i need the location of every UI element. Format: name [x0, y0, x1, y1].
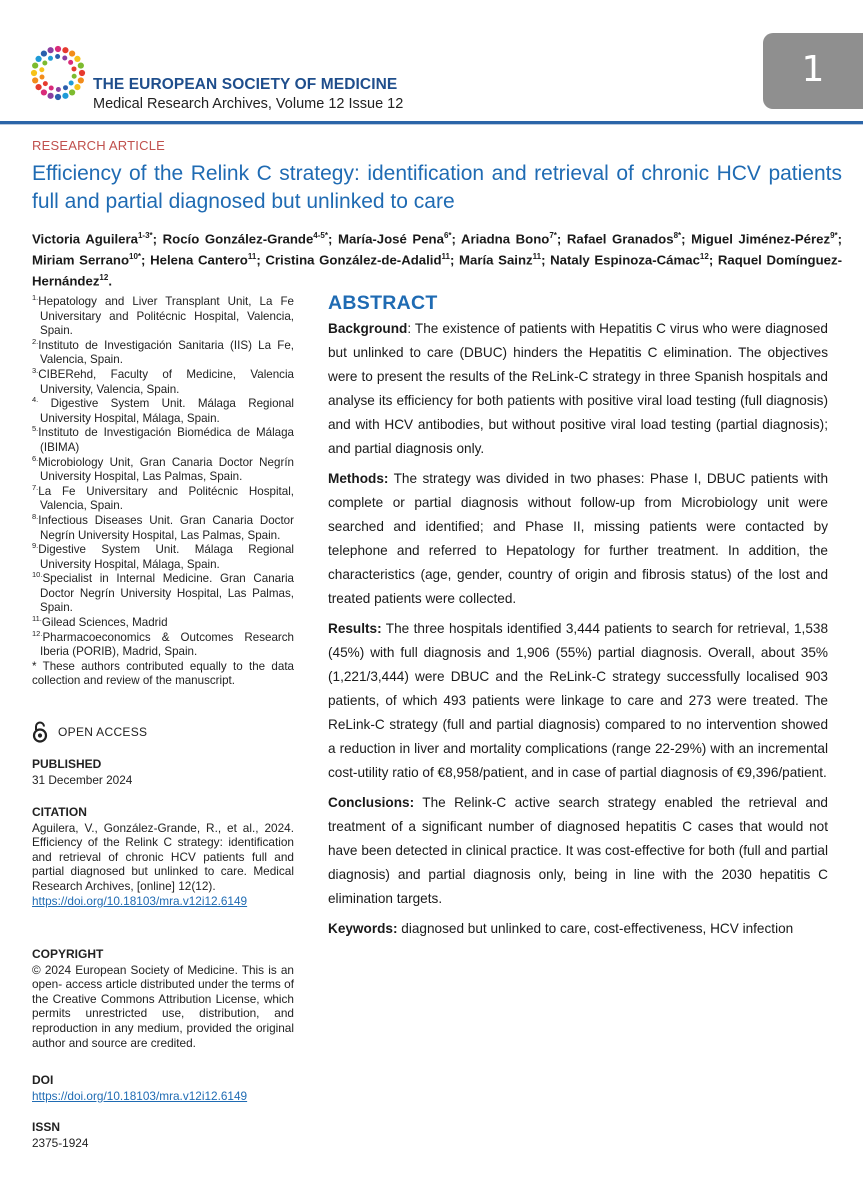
citation-doi-link[interactable]: https://doi.org/10.18103/mra.v12i12.6149 — [32, 893, 248, 908]
doi-link[interactable]: https://doi.org/10.18103/mra.v12i12.6149 — [32, 1088, 248, 1103]
affiliation-item — [32, 482, 294, 514]
abstract-section-label: Keywords: — [328, 921, 398, 936]
affiliation-text: Instituto de Investigación Sanitaria (IIS) La Fe, Valencia, Spain. — [38, 338, 294, 367]
abstract-paragraph — [328, 467, 828, 611]
affiliation-item — [32, 336, 294, 368]
affiliation-item — [32, 570, 294, 616]
abstract-section-label: Methods: — [328, 471, 389, 486]
author-name: Ariadna Bono — [460, 231, 550, 247]
page-number: 1 — [801, 49, 825, 90]
author-affiliation-marker: 12 — [699, 251, 709, 261]
author-name: Miguel Jiménez-Pérez — [691, 231, 831, 247]
affiliation-text: Microbiology Unit, Gran Canaria Doctor Negrín University Hospital, Las Palmas, Spain. — [38, 455, 294, 484]
affiliation-number: 9. — [32, 541, 39, 551]
open-access-label: OPEN ACCESS — [58, 725, 148, 739]
author-name: Rocío González-Grande — [162, 231, 314, 247]
doi-label: DOI — [32, 1073, 54, 1087]
issn-value: 2375-1924 — [32, 1135, 89, 1150]
author-name: Raquel Domínguez-Hernández — [32, 252, 842, 289]
author-name: María-José Pena — [337, 231, 444, 247]
author-affiliation-marker: 8* — [673, 231, 682, 240]
society-name: THE EUROPEAN SOCIETY OF MEDICINE — [93, 76, 398, 93]
affiliation-item — [32, 366, 294, 397]
abstract-section-label: Background — [328, 321, 408, 336]
abstract-section-text: The Relink-C active search strategy enabled the retrieval and treatment of a significant number of diagnosed hepatitis C cases that would not have been detected in clinical practice. It was cost-effective for both (full and partial diagnosis) and partial diagnosis only, being in line with the 2030 hepatitis C elimination targets. — [328, 795, 828, 906]
author-affiliation-marker: 7* — [549, 231, 557, 240]
journal-header — [0, 0, 863, 125]
author-name: Rafael Granados — [566, 231, 674, 247]
abstract-section-text: The strategy was divided in two phases: Phase I, DBUC patients with complete or partial diagnosis without follow-up from Microbiology unit were searched and identified; and Phase II, missing patients were contacted by telephone and referred to Hepatology for further treatment. In addition, the characteristics (age, gender, country of origin and fibrosis status) of the lost and treated patients were collected. — [328, 471, 829, 606]
issn-block — [32, 1120, 294, 1150]
copyright-text: © 2024 European Society of Medicine. This is an open- access article distributed under the terms of the Creative Commons Attribution License, which permits unrestricted use, distribution, and reproduction in any medium, provided the original author and source are credited. — [32, 962, 294, 1050]
abstract-heading: ABSTRACT — [328, 292, 438, 314]
citation-block — [32, 805, 294, 908]
affiliation-text: Gilead Sciences, Madrid — [41, 616, 168, 630]
author-affiliation-marker: 10* — [129, 251, 142, 261]
affiliation-number: 11. — [32, 614, 42, 624]
abstract-section-label: Results: — [328, 621, 382, 636]
published-label: PUBLISHED — [32, 757, 102, 771]
affiliation-number: 7. — [32, 482, 39, 492]
abstract-body — [328, 317, 828, 941]
abstract-paragraph — [328, 617, 828, 785]
equal-contribution-note: * These authors contributed equally to the data collection and review of the manuscript. — [32, 659, 294, 688]
author-affiliation-marker: 11 — [441, 251, 450, 261]
author-name: Miriam Serrano — [32, 252, 130, 268]
author-list: Victoria Aguilera$^{1-3*}$; Rocío González-Grande$^{4-5*}$; María-José Pena$^{6*}$; Ariadna Bono$^{7*}$; Rafael Granados$^{8*}$; Miguel Jiménez-Pérez$^{9*}$; Miriam Serrano$^{10*}$; Helena Cantero$^{11}$; Cristina González-de-Adalid$^{11}$; María Sainz$^{11}$; Nataly Espinoza-Cámac$^{12}$; Raquel Domínguez-Hernández$^{12}$. — [32, 231, 843, 289]
affiliation-number: 3. — [32, 366, 39, 376]
affiliation-text: Pharmacoeconomics & Outcomes Research Iberia (PORIB), Madrid, Spain. — [40, 630, 294, 659]
affiliation-text: Hepatology and Liver Transplant Unit, La Fe Universitary and Politécnic Hospital, Valencia, Spain. — [38, 295, 294, 338]
affiliation-number: 12. — [32, 628, 43, 638]
author-name: Victoria Aguilera — [32, 231, 138, 247]
author-affiliation-marker: 1-3* — [137, 231, 153, 240]
doi-block — [32, 1073, 294, 1103]
author-name: Nataly Espinoza-Cámac — [550, 252, 700, 268]
affiliation-number: 10. — [32, 570, 43, 580]
affiliation-item — [32, 541, 294, 572]
affiliation-item — [32, 293, 294, 339]
affiliation-text: Infectious Diseases Unit. Gran Canaria Doctor Negrín University Hospital, Las Palmas, Spain. — [38, 513, 294, 542]
affiliation-item — [32, 614, 294, 631]
affiliation-text: Digestive System Unit. Málaga Regional University Hospital, Málaga, Spain. — [38, 543, 294, 571]
affiliations-sidebar — [32, 295, 294, 689]
affiliation-text: Specialist in Internal Medicine. Gran Canaria Doctor Negrín University Hospital, Las Palmas, Spain. — [40, 572, 294, 615]
author-affiliation-marker: 6* — [443, 231, 452, 240]
author-name: Helena Cantero — [150, 252, 248, 268]
citation-text: Aguilera, V., González-Grande, R., et al., 2024. Efficiency of the Relink C strategy: identification and retrieval of chronic HCV patients full and partial diagnosed but unlinked to care. Medical Research Archives, [online] 12(12). — [32, 820, 294, 893]
header-divider-thin — [0, 124, 863, 125]
author-name: María Sainz — [459, 252, 533, 268]
affiliation-number: 4. — [32, 395, 39, 405]
affiliation-number: 5. — [32, 424, 39, 434]
abstract-section-text: The existence of patients with Hepatitis C virus who were diagnosed but unlinked to care (DBUC) hinders the Hepatitis C elimination. The objectives were to present the results of the ReLink-C strategy in three Spanish hospitals and analyse its efficiency for both patients with positive viral load testing (full diagnosis) and with HCV antibodies, but without positive viral load testing (partial diagnosis); and partial diagnosis only. — [328, 321, 828, 456]
affiliation-list — [32, 295, 294, 660]
affiliation-number: 2. — [32, 336, 39, 346]
issn-label: ISSN — [32, 1120, 61, 1134]
open-lock-icon — [32, 721, 48, 743]
abstract-paragraph — [328, 917, 828, 941]
published-block — [32, 757, 294, 787]
author-affiliation-marker: 4-5* — [313, 231, 328, 240]
affiliation-text: CIBERehd, Faculty of Medicine, Valencia University, Valencia, Spain. — [38, 367, 294, 396]
abstract-section-text: The three hospitals identified 3,444 patients to search for retrieval, 1,538 (45%) with full diagnosis and 1,906 (55%) partial diagnosis. Overall, about 35% (1,221/3,444) were DBUC and the ReLink-C strategy successfully localised 903 patients, of which 493 patients were linkage to care and 273 were treated. The ReLink-C strategy (full and partial diagnosis) compared to no intervention showed a reduction in liver and mortality complications (range 22-29%) with an incremental cost-utility ratio of €8,958/patient, and in case of partial diagnosis of €9,396/patient. — [328, 621, 829, 780]
article-title: Efficiency of the Relink C strategy: identification and retrieval of chronic HCV patients full and partial diagnosed but unlinked to care — [32, 162, 842, 213]
abstract-section-label: Conclusions: — [328, 795, 415, 810]
society-logo-icon — [30, 45, 86, 101]
article-type: RESEARCH ARTICLE — [32, 138, 165, 153]
affiliation-item — [32, 453, 294, 485]
affiliation-number: 6. — [32, 453, 39, 463]
journal-name: Medical Research Archives, Volume 12 Issue 12 — [93, 96, 404, 112]
author-affiliation-marker: 9* — [830, 231, 838, 240]
copyright-label: COPYRIGHT — [32, 947, 104, 961]
citation-label: CITATION — [32, 805, 87, 819]
affiliation-number: 1. — [32, 293, 39, 303]
author-affiliation-marker: 12 — [99, 272, 109, 282]
abstract-section-text: diagnosed but unlinked to care, cost-effectiveness, HCV infection — [401, 921, 794, 936]
abstract-section — [328, 292, 828, 947]
abstract-paragraph — [328, 791, 828, 911]
affiliation-text: Instituto de Investigación Biomédica de Málaga (IBIMA) — [38, 426, 294, 454]
affiliation-item — [32, 395, 294, 426]
affiliation-text: La Fe Universitary and Politécnic Hospital, Valencia, Spain. — [38, 484, 294, 513]
copyright-block — [32, 947, 294, 1050]
author-affiliation-marker: 11 — [247, 251, 257, 261]
author-affiliation-marker: 11 — [532, 251, 542, 261]
author-name: Cristina González-de-Adalid — [265, 252, 442, 268]
abstract-paragraph: Background: The existence of patients with Hepatitis C virus who were diagnosed but unlinked to care (DBUC) hinders the Hepatitis C elimination. The objectives were to present the results of the ReLink-C strategy in three Spanish hospitals and analyse its efficiency for both patients with positive viral load testing (full diagnosis) and with HCV antibodies, but without positive viral load testing (partial diagnosis); and partial diagnosis only. — [328, 321, 828, 456]
published-date: 31 December 2024 — [32, 772, 133, 787]
affiliation-number: 8. — [32, 512, 39, 522]
page-number-tab — [763, 33, 863, 109]
affiliation-item — [32, 628, 294, 660]
affiliation-item — [32, 512, 294, 543]
affiliation-item — [32, 424, 294, 455]
affiliation-text: Digestive System Unit. Málaga Regional University Hospital, Málaga, Spain. — [38, 397, 294, 425]
